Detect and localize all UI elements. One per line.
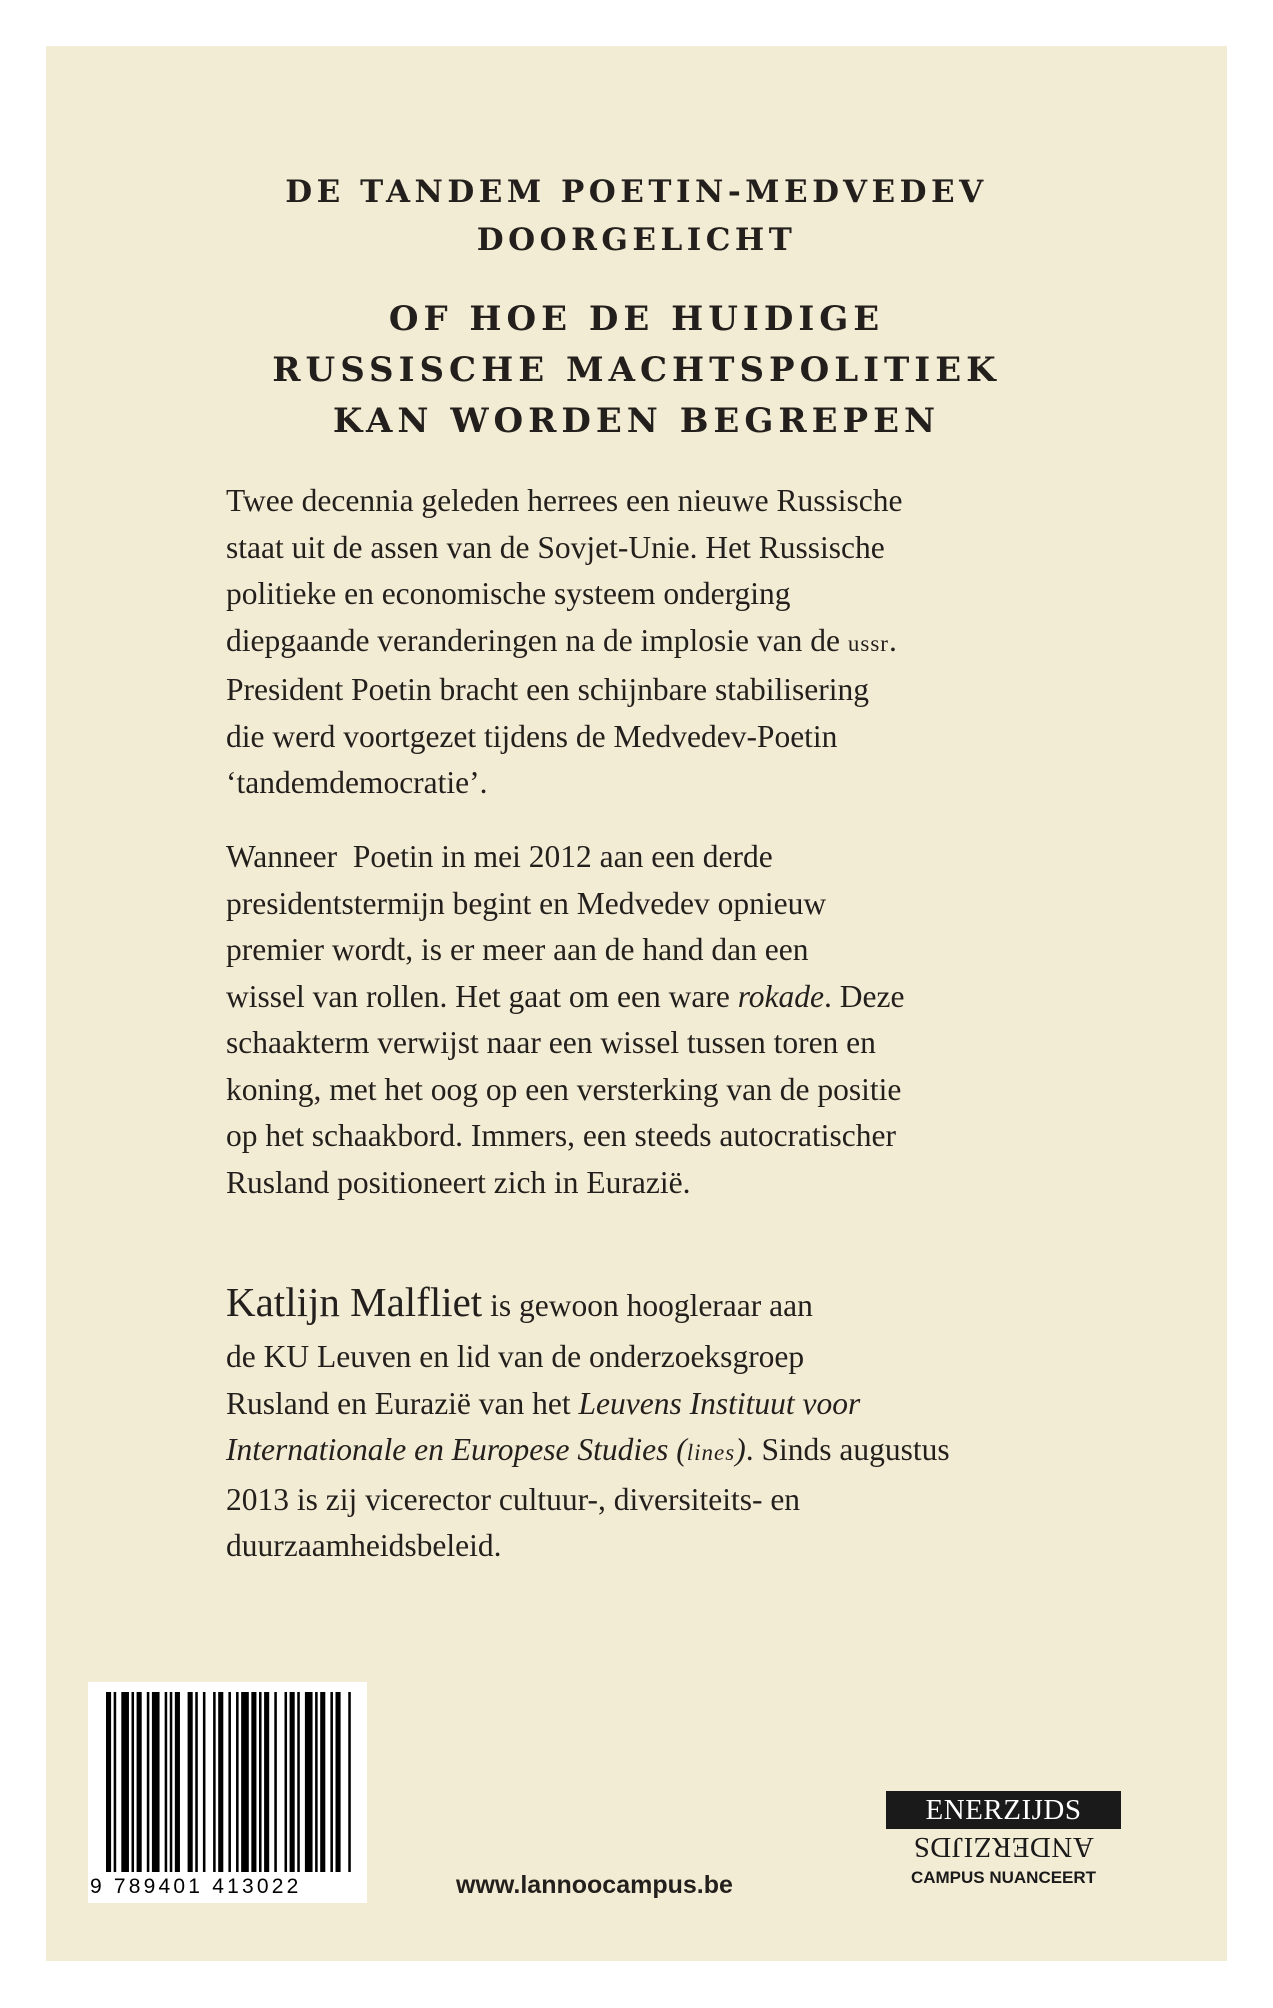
barcode-bar bbox=[241, 1692, 249, 1872]
barcode-bars bbox=[88, 1682, 367, 1882]
emphasis-text: ) bbox=[735, 1432, 746, 1467]
barcode-bar bbox=[203, 1692, 206, 1872]
barcode-bar bbox=[236, 1692, 239, 1872]
barcode-bar bbox=[315, 1692, 318, 1872]
isbn-barcode bbox=[88, 1682, 367, 1903]
barcode-bar bbox=[320, 1692, 325, 1872]
subtitle-heading bbox=[46, 294, 1227, 447]
text-segment: . bbox=[888, 622, 897, 658]
barcode-bar bbox=[147, 1692, 150, 1872]
barcode-bar bbox=[348, 1692, 351, 1872]
text-line bbox=[226, 1274, 1126, 1334]
text-line bbox=[226, 618, 1126, 668]
text-line: 2013 is zij vicerector cultuur-, diversiteits- en bbox=[226, 1481, 801, 1517]
emphasis-text: rokade bbox=[737, 978, 825, 1014]
blurb-paragraph-2 bbox=[226, 834, 1126, 1206]
author-name: Katlijn Malfliet bbox=[226, 1279, 483, 1325]
abbreviation: lines bbox=[686, 1440, 736, 1465]
text-line: premier wordt, is er meer aan de hand dan een bbox=[226, 932, 809, 967]
text-line: President Poetin bracht een schijnbare stabilisering bbox=[226, 672, 869, 707]
text-line: Wanneer Poetin in mei 2012 aan een derde bbox=[226, 839, 773, 874]
text-line: die werd voortgezet tijdens de Medvedev-Poetin bbox=[226, 718, 838, 754]
series-logo bbox=[886, 1791, 1121, 1888]
title-heading bbox=[46, 168, 1227, 264]
barcode-bar bbox=[251, 1692, 256, 1872]
logo-top-text: ENERZIJDS bbox=[886, 1791, 1121, 1829]
blurb-paragraph-1 bbox=[226, 478, 1126, 807]
emphasis-text: Internationale en Europese Studies ( bbox=[226, 1432, 687, 1467]
barcode-bar bbox=[195, 1692, 198, 1872]
text-line: Twee decennia geleden herrees een nieuwe Russische bbox=[226, 483, 903, 518]
text-line: op het schaakbord. Immers, een steeds autocratischer bbox=[226, 1118, 896, 1153]
text-line bbox=[226, 1381, 1126, 1428]
text-line: duurzaamheidsbeleid. bbox=[226, 1528, 502, 1563]
barcode-bar bbox=[170, 1692, 173, 1872]
text-line bbox=[226, 1427, 1126, 1477]
barcode-bar bbox=[188, 1692, 193, 1872]
subtitle-line: OF HOE DE HUIDIGE bbox=[388, 299, 885, 339]
text-line: koning, met het oog op een versterking van de positie bbox=[226, 1071, 902, 1107]
subtitle-line: KAN WORDEN BEGREPEN bbox=[332, 401, 941, 441]
text-segment: Rusland en Eurazië van het bbox=[226, 1385, 579, 1421]
logo-tagline: CAMPUS NUANCEERT bbox=[910, 1868, 1097, 1887]
text-line bbox=[226, 974, 1126, 1021]
barcode-bar bbox=[274, 1692, 277, 1872]
barcode-bar bbox=[152, 1692, 160, 1872]
text-segment: is gewoon hoogleraar aan bbox=[482, 1288, 813, 1323]
text-segment: wissel van rollen. Het gaat om een ware bbox=[226, 978, 738, 1014]
barcode-bar bbox=[290, 1692, 295, 1872]
barcode-bar bbox=[106, 1692, 111, 1872]
text-segment: diepgaande veranderingen na de implosie van de bbox=[226, 622, 848, 658]
barcode-bar bbox=[297, 1692, 300, 1872]
barcode-bar bbox=[218, 1692, 223, 1872]
text-segment: . Sinds augustus bbox=[745, 1432, 950, 1467]
author-bio bbox=[226, 1274, 1126, 1570]
abbreviation: ussr bbox=[847, 630, 889, 656]
barcode-bar bbox=[285, 1692, 288, 1872]
barcode-bar bbox=[330, 1692, 333, 1872]
barcode-bar bbox=[336, 1692, 341, 1872]
barcode-bar bbox=[165, 1692, 168, 1872]
barcode-bar bbox=[305, 1692, 313, 1872]
barcode-bar bbox=[132, 1692, 135, 1872]
barcode-bar bbox=[175, 1692, 180, 1872]
book-back-cover bbox=[46, 46, 1227, 1961]
logo-bottom-text: ANDERZIJDS bbox=[913, 1831, 1094, 1863]
text-line: presidentstermijn begint en Medvedev opnieuw bbox=[226, 885, 827, 921]
text-line: ‘tandemdemocratie’. bbox=[226, 765, 488, 800]
subtitle-line: RUSSISCHE MACHTSPOLITIEK bbox=[272, 350, 1001, 390]
title-line: DOORGELICHT bbox=[476, 222, 797, 258]
barcode-bar bbox=[114, 1692, 117, 1872]
text-line: Rusland positioneert zich in Eurazië. bbox=[226, 1164, 691, 1200]
barcode-bar bbox=[213, 1692, 216, 1872]
publisher-website: www.lannoocampus.be bbox=[456, 1871, 733, 1899]
barcode-bar bbox=[264, 1692, 269, 1872]
barcode-bar bbox=[121, 1692, 129, 1872]
barcode-bar bbox=[228, 1692, 231, 1872]
text-segment: . Deze bbox=[824, 978, 905, 1014]
barcode-bar bbox=[259, 1692, 262, 1872]
emphasis-text: Leuvens Instituut voor bbox=[578, 1385, 861, 1421]
barcode-bar bbox=[137, 1692, 142, 1872]
barcode-digits: 9 789401 413022 bbox=[90, 1875, 302, 1898]
text-line: politieke en economische systeem onderging bbox=[226, 576, 791, 611]
text-line: de KU Leuven en lid van de onderzoeksgroep bbox=[226, 1339, 805, 1374]
text-line: staat uit de assen van de Sovjet-Unie. Het Russische bbox=[226, 529, 885, 565]
title-line: DE TANDEM POETIN-MEDVEDEV bbox=[285, 174, 988, 210]
text-line: schaakterm verwijst naar een wissel tussen toren en bbox=[226, 1025, 876, 1060]
